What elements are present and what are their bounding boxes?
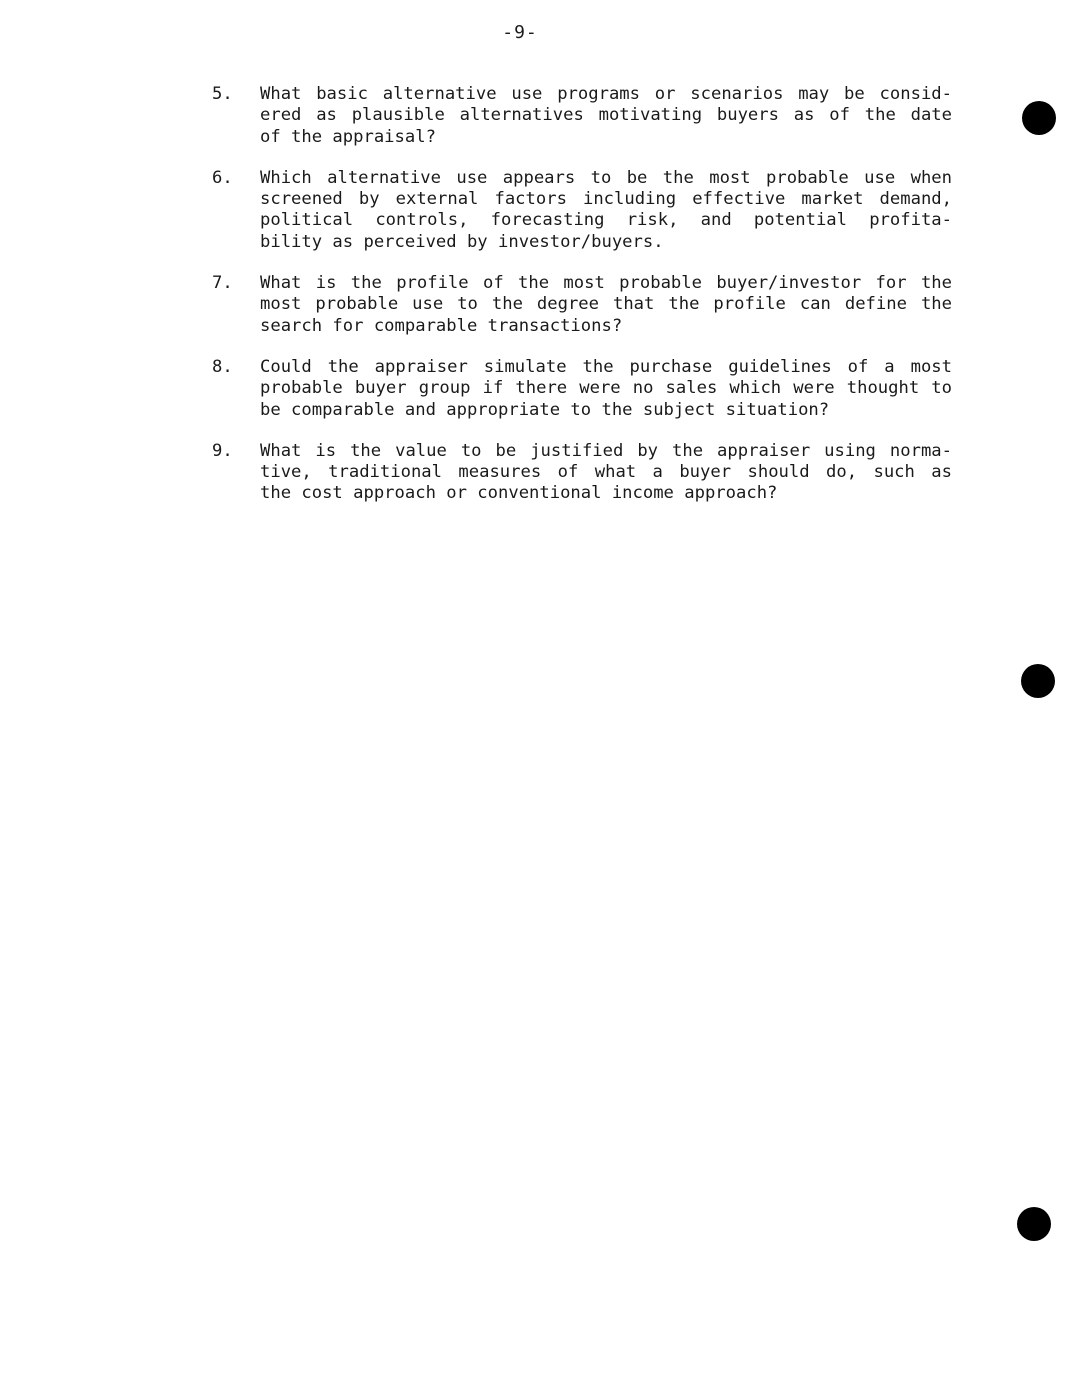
question-line: screened by external factors including effective market demand, bbox=[260, 189, 952, 210]
question-text bbox=[260, 168, 952, 253]
question-list bbox=[212, 84, 952, 525]
question-text bbox=[260, 273, 952, 337]
punch-hole-bottom bbox=[1017, 1207, 1051, 1241]
question-number: 7. bbox=[212, 273, 233, 294]
question-line: ered as plausible alternatives motivating buyers as of the date bbox=[260, 105, 952, 126]
question-line: the cost approach or conventional income approach? bbox=[260, 483, 778, 504]
page-number: -9- bbox=[502, 22, 538, 43]
question-line: search for comparable transactions? bbox=[260, 315, 623, 336]
question-line: most probable use to the degree that the profile can define the bbox=[260, 294, 952, 315]
question-number: 5. bbox=[212, 84, 233, 104]
question-text bbox=[260, 441, 952, 505]
question-item bbox=[212, 168, 952, 253]
question-item bbox=[212, 441, 952, 505]
question-text bbox=[260, 84, 952, 148]
question-line: What is the value to be justified by the appraiser using norma- bbox=[260, 440, 952, 461]
question-item bbox=[212, 357, 952, 421]
question-number: 8. bbox=[212, 356, 233, 377]
question-line: tive, traditional measures of what a buyer should do, such as bbox=[260, 462, 952, 483]
question-number: 6. bbox=[212, 167, 233, 188]
question-line: political controls, forecasting risk, and potential profita- bbox=[260, 210, 952, 231]
question-line: be comparable and appropriate to the subject situation? bbox=[260, 399, 830, 420]
question-item bbox=[212, 84, 952, 148]
question-line: Could the appraiser simulate the purchase guidelines of a most bbox=[260, 356, 952, 377]
question-line: bility as perceived by investor/buyers. bbox=[260, 231, 664, 252]
punch-hole-middle bbox=[1021, 664, 1055, 698]
question-line: What is the profile of the most probable buyer/investor for the bbox=[260, 273, 952, 294]
question-line: of the appraisal? bbox=[260, 126, 436, 147]
question-number: 9. bbox=[212, 440, 233, 461]
question-line: Which alternative use appears to be the most probable use when bbox=[260, 167, 952, 188]
question-item bbox=[212, 273, 952, 337]
question-line: probable buyer group if there were no sales which were thought to bbox=[260, 378, 952, 399]
question-line: What basic alternative use programs or scenarios may be consid- bbox=[260, 84, 952, 104]
punch-hole-top bbox=[1022, 101, 1056, 135]
question-text bbox=[260, 357, 952, 421]
